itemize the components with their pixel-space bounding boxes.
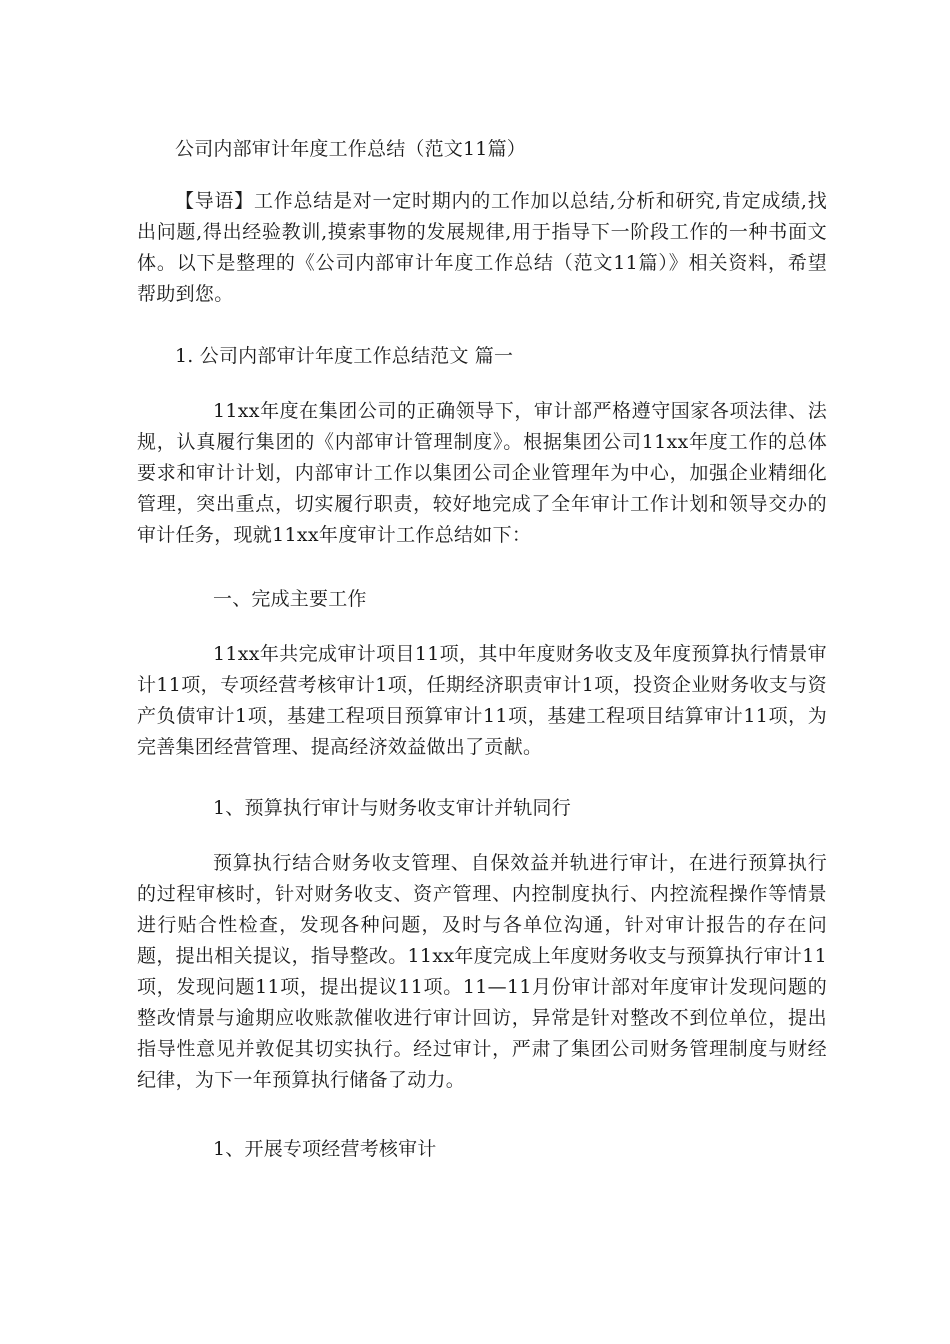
subsection-heading: 一、完成主要工作 bbox=[213, 588, 367, 610]
subsection-heading: 1、预算执行审计与财务收支审计并轨同行 bbox=[213, 797, 571, 819]
body-paragraph: 预算执行结合财务收支管理、自保效益并轨进行审计，在进行预算执行的过程审核时，针对财务收支、资产管理、内控制度执行、内控流程操作等情景进行贴合性检查，发现各种问题，及时与各单位沟通，针对审计报告的存在问题，提出相关提议，指导整改。11xx年度完成上年度财务收支与预算执行审计11项，发现问题11项，提出提议11项。11—11月份审计部对年度审计发现问题的整改情景与逾期应收账款催收进行审计回访，异常是针对整改不到位单位，提出指导性意见并敦促其切实执行。经过审计，严肃了集团公司财务管理制度与财经纪律，为下一年预算执行储备了动力。 bbox=[137, 852, 827, 1091]
body-paragraph: 11xx年共完成审计项目11项，其中年度财务收支及年度预算执行情景审计11项，专项经营考核审计1项，任期经济职责审计1项，投资企业财务收支与资产负债审计1项，基建工程项目预算审计11项，基建工程项目结算审计11项，为完善集团经营管理、提高经济效益做出了贡献。 bbox=[137, 643, 827, 758]
document-title: 公司内部审计年度工作总结（范文11篇） bbox=[175, 138, 526, 160]
intro-paragraph: 【导语】工作总结是对一定时期内的工作加以总结,分析和研究,肯定成绩,找出问题,得出经验教训,摸索事物的发展规律,用于指导下一阶段工作的一种书面文体。以下是整理的《公司内部审计年度工作总结（范文11篇）》相关资料，希望帮助到您。 bbox=[137, 190, 827, 305]
subsection-heading: 1、开展专项经营考核审计 bbox=[213, 1138, 437, 1160]
body-paragraph: 11xx年度在集团公司的正确领导下，审计部严格遵守国家各项法律、法规，认真履行集团的《内部审计管理制度》。根据集团公司11xx年度工作的总体要求和审计计划，内部审计工作以集团公司企业管理年为中心，加强企业精细化管理，突出重点，切实履行职责，较好地完成了全年审计工作计划和领导交办的审计任务，现就11xx年度审计工作总结如下： bbox=[137, 400, 827, 546]
section-heading: 1. 公司内部审计年度工作总结范文 篇一 bbox=[175, 345, 514, 367]
